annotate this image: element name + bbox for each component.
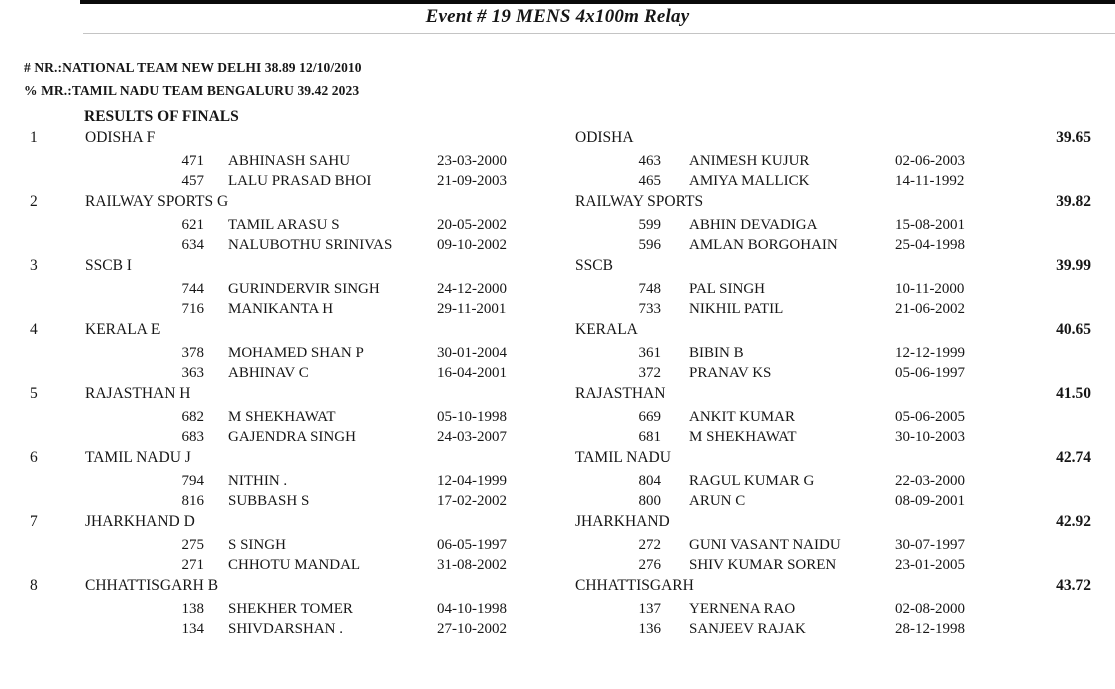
athlete-line: [0, 429, 1115, 449]
athlete-name-right: AMIYA MALLICK: [689, 173, 810, 189]
athlete-name-left: CHHOTU MANDAL: [228, 557, 361, 573]
athlete-dob-left: 04-10-1998: [437, 601, 507, 617]
bib-number-left: 457: [181, 173, 204, 189]
athlete-dob-left: 23-03-2000: [437, 153, 507, 169]
bib-number-left: 634: [181, 237, 204, 253]
rank-number: 7: [30, 513, 38, 530]
bib-number-right: 748: [638, 281, 661, 297]
athlete-dob-right: 12-12-1999: [895, 345, 965, 361]
result-time: 40.65: [1056, 321, 1091, 338]
bib-number-left: 378: [181, 345, 204, 361]
athlete-line: [0, 473, 1115, 493]
team-name-left: SSCB I: [85, 257, 132, 274]
bib-number-left: 363: [181, 365, 204, 381]
athlete-line: [0, 173, 1115, 193]
athlete-line: [0, 153, 1115, 173]
athlete-dob-left: 05-10-1998: [437, 409, 507, 425]
bib-number-left: 816: [181, 493, 204, 509]
athlete-dob-right: 30-10-2003: [895, 429, 965, 445]
result-time: 39.99: [1056, 257, 1091, 274]
bib-number-left: 716: [181, 301, 204, 317]
bib-number-right: 276: [638, 557, 661, 573]
bib-number-right: 733: [638, 301, 661, 317]
rank-number: 1: [30, 129, 38, 146]
athlete-name-left: MOHAMED SHAN P: [228, 345, 364, 361]
result-time: 43.72: [1056, 577, 1091, 594]
athlete-name-right: ANKIT KUMAR: [689, 409, 795, 425]
team-line: [0, 577, 1115, 601]
team-name-right: KERALA: [575, 321, 638, 338]
national-record-line: # NR.:NATIONAL TEAM NEW DELHI 38.89 12/10/2010: [24, 60, 362, 75]
athlete-dob-left: 20-05-2002: [437, 217, 507, 233]
section-title: RESULTS OF FINALS: [84, 108, 239, 125]
athlete-name-left: ABHINASH SAHU: [228, 153, 351, 169]
athlete-line: [0, 301, 1115, 321]
team-line: [0, 321, 1115, 345]
results-list: [0, 129, 1115, 641]
bib-number-left: 621: [181, 217, 204, 233]
athlete-name-right: NIKHIL PATIL: [689, 301, 784, 317]
result-block: [0, 385, 1115, 449]
rank-number: 5: [30, 385, 38, 402]
athlete-dob-right: 08-09-2001: [895, 493, 965, 509]
athlete-dob-left: 24-12-2000: [437, 281, 507, 297]
athlete-dob-right: 22-03-2000: [895, 473, 965, 489]
athlete-line: [0, 345, 1115, 365]
athlete-dob-left: 27-10-2002: [437, 621, 507, 637]
athlete-line: [0, 237, 1115, 257]
athlete-dob-right: 05-06-1997: [895, 365, 965, 381]
team-name-right: JHARKHAND: [575, 513, 670, 530]
athlete-dob-right: 15-08-2001: [895, 217, 965, 233]
rank-number: 3: [30, 257, 38, 274]
athlete-dob-right: 25-04-1998: [895, 237, 965, 253]
athlete-name-right: BIBIN B: [689, 345, 744, 361]
athlete-name-right: SHIV KUMAR SOREN: [689, 557, 837, 573]
athlete-name-right: YERNENA RAO: [689, 601, 796, 617]
athlete-name-left: M SHEKHAWAT: [228, 409, 336, 425]
athlete-name-left: LALU PRASAD BHOI: [228, 173, 372, 189]
team-name-left: RAJASTHAN H: [85, 385, 191, 402]
athlete-name-right: RAGUL KUMAR G: [689, 473, 815, 489]
team-name-left: CHHATTISGARH B: [85, 577, 219, 594]
bib-number-left: 134: [181, 621, 204, 637]
bib-number-right: 681: [638, 429, 661, 445]
rank-number: 4: [30, 321, 38, 338]
result-block: [0, 257, 1115, 321]
athlete-dob-left: 29-11-2001: [437, 301, 507, 317]
athlete-dob-right: 02-06-2003: [895, 153, 965, 169]
athlete-dob-left: 30-01-2004: [437, 345, 507, 361]
athlete-line: [0, 409, 1115, 429]
athlete-dob-left: 31-08-2002: [437, 557, 507, 573]
team-name-left: KERALA E: [85, 321, 161, 338]
bib-number-right: 804: [638, 473, 661, 489]
bib-number-right: 669: [638, 409, 661, 425]
team-line: [0, 129, 1115, 153]
bib-number-right: 272: [638, 537, 661, 553]
athlete-name-left: SUBBASH S: [228, 493, 310, 509]
result-time: 39.82: [1056, 193, 1091, 210]
athlete-name-left: NALUBOTHU SRINIVAS: [228, 237, 393, 253]
athlete-name-left: GAJENDRA SINGH: [228, 429, 356, 445]
bib-number-right: 361: [638, 345, 661, 361]
top-divider-rule: [80, 0, 1115, 4]
athlete-name-left: SHEKHER TOMER: [228, 601, 353, 617]
athlete-dob-right: 10-11-2000: [895, 281, 965, 297]
team-name-left: TAMIL NADU J: [85, 449, 191, 466]
bib-number-right: 596: [638, 237, 661, 253]
team-line: [0, 449, 1115, 473]
athlete-name-left: NITHIN .: [228, 473, 288, 489]
result-block: [0, 513, 1115, 577]
bib-number-right: 463: [638, 153, 661, 169]
result-block: [0, 193, 1115, 257]
athlete-dob-left: 16-04-2001: [437, 365, 507, 381]
athlete-name-right: ANIMESH KUJUR: [689, 153, 810, 169]
athlete-name-left: GURINDERVIR SINGH: [228, 281, 380, 297]
athlete-dob-right: 23-01-2005: [895, 557, 965, 573]
athlete-dob-left: 12-04-1999: [437, 473, 507, 489]
athlete-dob-left: 21-09-2003: [437, 173, 507, 189]
athlete-dob-right: 28-12-1998: [895, 621, 965, 637]
team-name-right: CHHATTISGARH: [575, 577, 694, 594]
bib-number-right: 372: [638, 365, 661, 381]
result-block: [0, 321, 1115, 385]
athlete-line: [0, 365, 1115, 385]
team-name-left: RAILWAY SPORTS G: [85, 193, 229, 210]
team-line: [0, 193, 1115, 217]
athlete-name-left: MANIKANTA H: [228, 301, 334, 317]
rank-number: 8: [30, 577, 38, 594]
team-name-right: ODISHA: [575, 129, 634, 146]
result-time: 41.50: [1056, 385, 1091, 402]
bib-number-left: 138: [181, 601, 204, 617]
title-underline-rule: [83, 33, 1115, 34]
bib-number-right: 136: [638, 621, 661, 637]
athlete-dob-left: 17-02-2002: [437, 493, 507, 509]
athlete-line: [0, 557, 1115, 577]
result-block: [0, 577, 1115, 641]
athlete-name-right: SANJEEV RAJAK: [689, 621, 806, 637]
team-name-right: SSCB: [575, 257, 613, 274]
athlete-name-right: GUNI VASANT NAIDU: [689, 537, 841, 553]
bib-number-left: 683: [181, 429, 204, 445]
team-line: [0, 513, 1115, 537]
athlete-dob-right: 05-06-2005: [895, 409, 965, 425]
athlete-name-right: PAL SINGH: [689, 281, 765, 297]
athlete-line: [0, 281, 1115, 301]
result-time: 42.92: [1056, 513, 1091, 530]
bib-number-left: 471: [181, 153, 204, 169]
bib-number-left: 271: [181, 557, 204, 573]
athlete-dob-right: 30-07-1997: [895, 537, 965, 553]
athlete-name-left: ABHINAV C: [228, 365, 309, 381]
athlete-line: [0, 621, 1115, 641]
athlete-name-left: SHIVDARSHAN .: [228, 621, 344, 637]
athlete-line: [0, 537, 1115, 557]
athlete-name-left: TAMIL ARASU S: [228, 217, 340, 233]
athlete-dob-left: 24-03-2007: [437, 429, 507, 445]
team-name-left: ODISHA F: [85, 129, 156, 146]
athlete-name-right: ABHIN DEVADIGA: [689, 217, 818, 233]
athlete-line: [0, 601, 1115, 621]
athlete-name-right: ARUN C: [689, 493, 746, 509]
athlete-dob-left: 06-05-1997: [437, 537, 507, 553]
team-name-right: RAILWAY SPORTS: [575, 193, 704, 210]
athlete-dob-right: 02-08-2000: [895, 601, 965, 617]
result-time: 42.74: [1056, 449, 1091, 466]
bib-number-left: 275: [181, 537, 204, 553]
team-name-left: JHARKHAND D: [85, 513, 195, 530]
team-line: [0, 385, 1115, 409]
athlete-dob-right: 21-06-2002: [895, 301, 965, 317]
bib-number-left: 794: [181, 473, 204, 489]
athlete-name-right: PRANAV KS: [689, 365, 772, 381]
athlete-dob-right: 14-11-1992: [895, 173, 965, 189]
athlete-line: [0, 217, 1115, 237]
result-block: [0, 449, 1115, 513]
athlete-name-right: AMLAN BORGOHAIN: [689, 237, 838, 253]
bib-number-right: 465: [638, 173, 661, 189]
athlete-name-right: M SHEKHAWAT: [689, 429, 797, 445]
result-block: [0, 129, 1115, 193]
bib-number-right: 599: [638, 217, 661, 233]
athlete-name-left: S SINGH: [228, 537, 286, 553]
team-line: [0, 257, 1115, 281]
meet-record-line: % MR.:TAMIL NADU TEAM BENGALURU 39.42 2023: [24, 83, 360, 98]
rank-number: 2: [30, 193, 38, 210]
athlete-dob-left: 09-10-2002: [437, 237, 507, 253]
athlete-line: [0, 493, 1115, 513]
team-name-right: RAJASTHAN: [575, 385, 666, 402]
bib-number-right: 800: [638, 493, 661, 509]
event-title: Event # 19 MENS 4x100m Relay: [425, 6, 690, 27]
bib-number-left: 682: [181, 409, 204, 425]
bib-number-right: 137: [638, 601, 661, 617]
team-name-right: TAMIL NADU: [575, 449, 671, 466]
bib-number-left: 744: [181, 281, 204, 297]
rank-number: 6: [30, 449, 38, 466]
result-time: 39.65: [1056, 129, 1091, 146]
